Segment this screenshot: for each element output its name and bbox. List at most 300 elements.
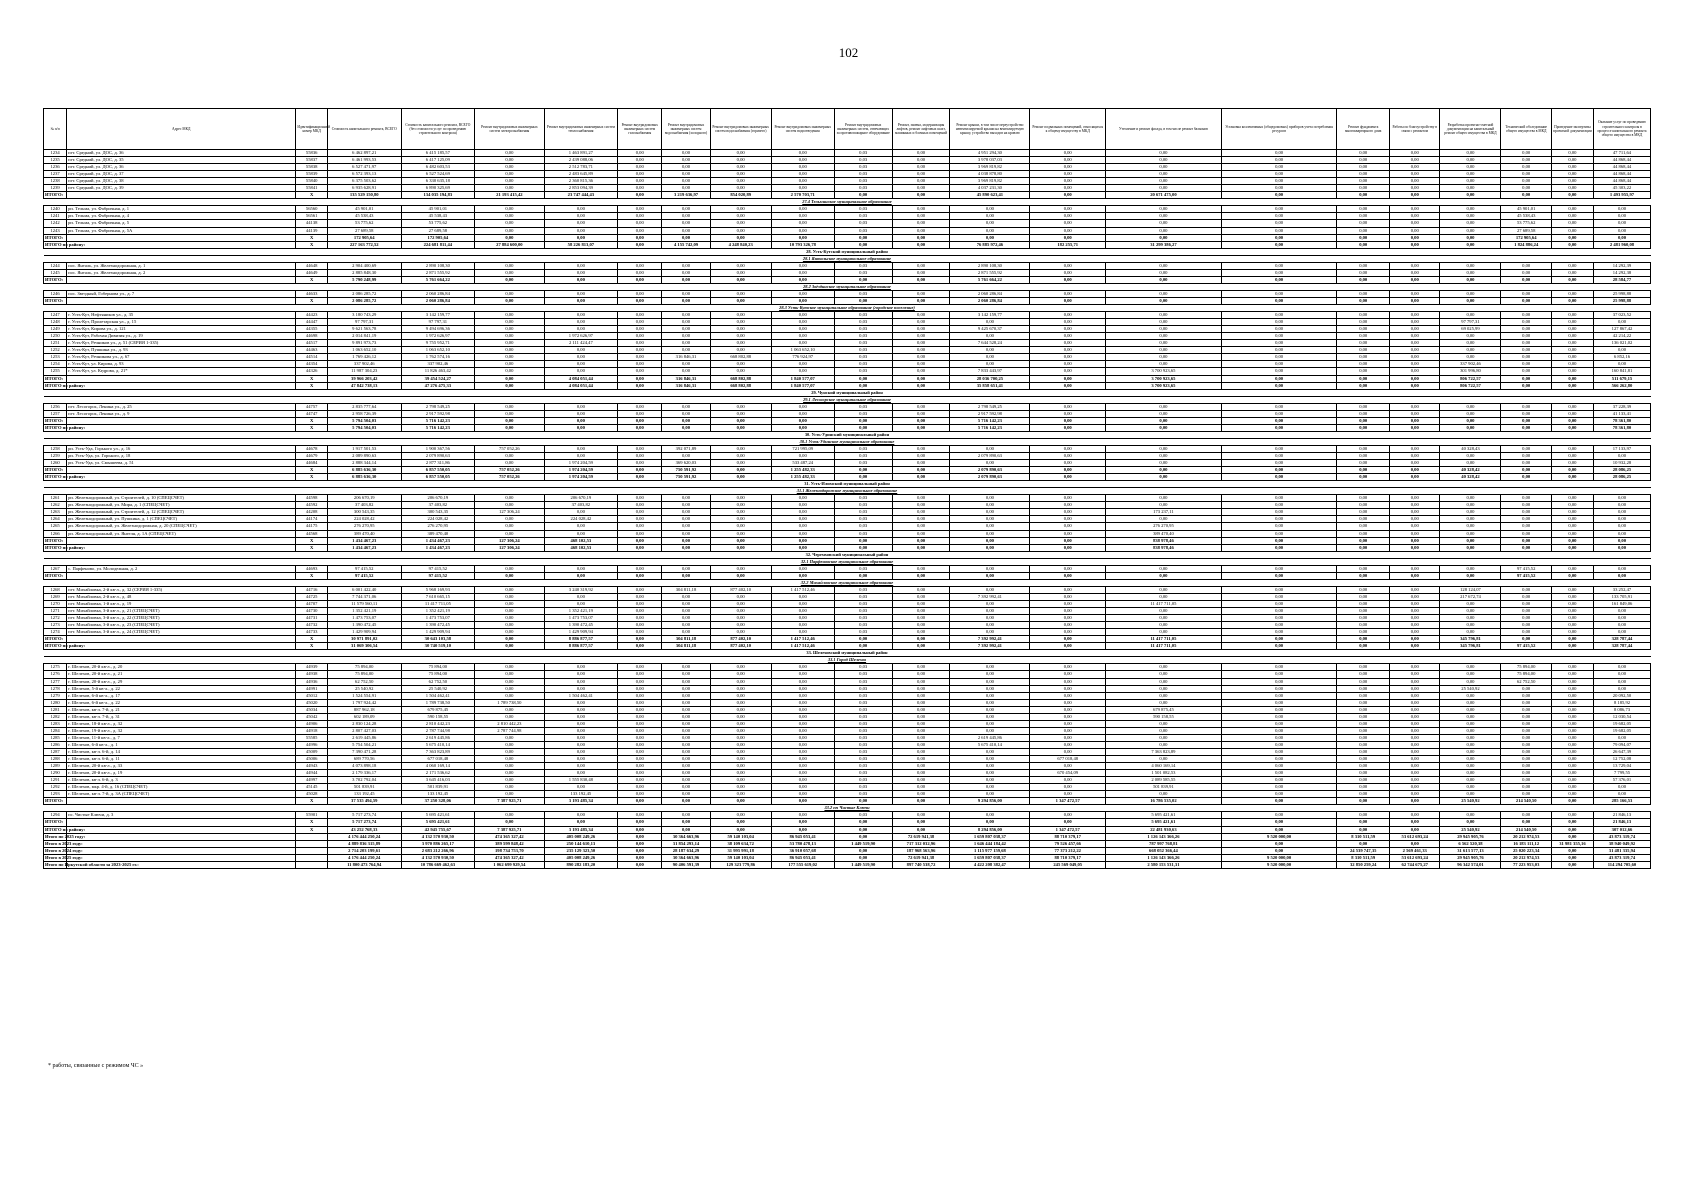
cost-value: 0,00: [710, 509, 771, 516]
cost-value: 0,00: [544, 678, 618, 685]
building-id: 56560: [296, 206, 328, 213]
cost-value: 0,00: [892, 777, 950, 784]
building-address: пгт. Михайловка, 3-й кв-л., д. 23 (СПЕЦСЧЕТ): [67, 622, 296, 629]
cost-value: 10 932,28: [1593, 460, 1650, 467]
cost-value: 0,03: [834, 741, 892, 748]
building-id: 55585: [296, 734, 328, 741]
row-number: 1272: [44, 615, 67, 622]
building-address: рп. Железнодорожный, ул. Мира, д. 1 (СПЕЦСЧЕТ): [67, 502, 296, 509]
building-address: [67, 234, 296, 241]
row-number: 1282: [44, 713, 67, 720]
cost-value: 0,00: [1221, 516, 1337, 523]
building-id: X: [296, 643, 328, 650]
building-address: с. Парфеново, ул. Молодежная, д. 2: [67, 565, 296, 572]
cost-value: 1 504 462,41: [544, 692, 618, 699]
building-id: 44139: [296, 227, 328, 234]
cost-value: 0,00: [1106, 164, 1222, 171]
cost-value: 0,00: [1551, 629, 1593, 636]
cost-value: 1 449 519,90: [834, 861, 892, 868]
cost-value: 0,00: [710, 770, 771, 777]
cost-value: 25 020 223,34: [1501, 847, 1551, 854]
cost-value: 0,00: [1390, 565, 1440, 572]
cost-value: 405 008 249,26: [544, 833, 618, 840]
cost-value: 0,00: [544, 748, 618, 755]
cost-value: 0,00: [710, 467, 771, 474]
cost-value: 0,03: [834, 586, 892, 593]
cost-value: 75 894,00: [327, 664, 401, 671]
cost-value: 0,00: [1221, 382, 1337, 389]
cost-value: 0,00: [1030, 572, 1106, 579]
building-id: 44996: [296, 741, 328, 748]
cost-value: 0,00: [618, 615, 662, 622]
cost-value: 26 647,39: [1593, 748, 1650, 755]
building-address: г. Шелехов, кв-л. 6-й, д. 3: [67, 777, 296, 784]
cost-value: 0,00: [950, 622, 1030, 629]
cost-value: 0,00: [1221, 537, 1337, 544]
cost-value: 8 886 877,57: [544, 636, 618, 643]
cost-value: 0,00: [475, 410, 544, 417]
cost-value: 0,00: [618, 312, 662, 319]
cost-value: 0,00: [1501, 622, 1551, 629]
cost-value: 0,00: [544, 410, 618, 417]
cost-value: 0,00: [1106, 185, 1222, 192]
cost-value: 0,00: [1337, 319, 1390, 326]
cost-value: 0,03: [834, 720, 892, 727]
cost-value: 0,00: [544, 734, 618, 741]
cost-value: 6 857 550,05: [401, 467, 475, 474]
building-id: 44326: [296, 368, 328, 375]
cost-value: 0,00: [834, 537, 892, 544]
section-heading: 31. Усть-Илимский муниципальный район: [44, 481, 1651, 488]
building-id: X: [296, 636, 328, 643]
cost-value: 0,00: [1337, 185, 1390, 192]
cost-value: 389 470,40: [401, 530, 475, 537]
cost-value: 0,00: [1390, 819, 1440, 826]
cost-value: 0,00: [1390, 297, 1440, 304]
cost-value: 0,00: [1337, 234, 1390, 241]
cost-value: 0,00: [1551, 262, 1593, 269]
cost-value: 0,00: [618, 734, 662, 741]
cost-value: 0,00: [1221, 812, 1337, 819]
cost-value: 24 539 747,35: [1337, 847, 1390, 854]
cost-value: 0,00: [1221, 178, 1337, 185]
cost-value: 0,00: [1551, 770, 1593, 777]
cost-value: 501 839,91: [401, 784, 475, 791]
building-address: г. Шелехов, кв-л. 7-й, д. 3А (СПЕЦСЧЕТ): [67, 791, 296, 798]
building-address: г. Шелехов, 5-й кв-л., д. 22: [67, 685, 296, 692]
district-heading-row: [44, 389, 1651, 396]
building-address: [67, 572, 296, 579]
cost-value: 0,00: [771, 276, 834, 283]
building-id: 44649: [296, 269, 328, 276]
row-number: 1250: [44, 333, 67, 340]
cost-value: 0,00: [771, 523, 834, 530]
cost-value: 77 373 212,22: [1030, 847, 1106, 854]
cost-value: 0,00: [1551, 791, 1593, 798]
cost-value: 96 342 574,01: [1440, 861, 1501, 868]
cost-value: 0,00: [475, 417, 544, 424]
cost-value: 0,00: [710, 699, 771, 706]
table-row: [44, 586, 1651, 593]
building-id: [296, 854, 328, 861]
row-number: 1243: [44, 227, 67, 234]
cost-value: 0,00: [1221, 798, 1337, 805]
cost-value: 3 240 319,92: [544, 586, 618, 593]
cost-value: 0,00: [1593, 502, 1650, 509]
cost-value: 0,00: [662, 185, 710, 192]
cost-value: 0,00: [544, 784, 618, 791]
cost-value: 3 142 159,77: [401, 312, 475, 319]
cost-value: 0,00: [618, 664, 662, 671]
cost-value: 0,00: [544, 234, 618, 241]
cost-value: 0,00: [1440, 312, 1501, 319]
cost-value: 328 787,44: [1593, 636, 1650, 643]
cost-value: 0,00: [475, 784, 544, 791]
cost-value: 0,00: [771, 340, 834, 347]
cost-value: 0,00: [1390, 734, 1440, 741]
cost-value: 0,00: [834, 572, 892, 579]
cost-value: 0,00: [1440, 608, 1501, 615]
cost-value: 0,00: [1106, 734, 1222, 741]
cost-value: 0,00: [1221, 297, 1337, 304]
cost-value: 2 619 445,86: [950, 734, 1030, 741]
cost-value: 0,00: [892, 509, 950, 516]
cost-value: 27 689,58: [327, 227, 401, 234]
building-id: 44991: [296, 685, 328, 692]
cost-value: 0,03: [834, 601, 892, 608]
cost-value: 198 734 753,70: [475, 847, 544, 854]
cost-value: 0,00: [662, 819, 710, 826]
column-header: Ремонт внутридомовых инженерных систем водоснабжения (горячего): [710, 109, 771, 150]
cost-value: 0,00: [1390, 368, 1440, 375]
total-label: ИТОГО:: [44, 819, 67, 826]
building-id: 45012: [296, 692, 328, 699]
cost-value: 0,00: [1390, 840, 1440, 847]
cost-value: 1 417 512,46: [771, 643, 834, 650]
cost-value: 0,00: [662, 403, 710, 410]
building-address: г. Усть-Кут, ул. Кирова, д. 93: [67, 361, 296, 368]
total-label: ИТОГО по району:: [45, 643, 85, 649]
cost-value: 42 214,22: [1593, 333, 1650, 340]
cost-value: 36 910 057,68: [771, 847, 834, 854]
cost-value: 0,03: [834, 403, 892, 410]
cost-value: 0,00: [1593, 544, 1650, 551]
district-heading-row: [44, 650, 1651, 657]
row-number: 1240: [44, 206, 67, 213]
cost-value: 0,00: [892, 615, 950, 622]
cost-value: 12 752,08: [1593, 756, 1650, 763]
cost-value: 0,00: [892, 375, 950, 382]
cost-value: 53 780 478,13: [771, 840, 834, 847]
cost-value: 53 612 693,24: [1390, 854, 1440, 861]
cost-value: 0,00: [1337, 636, 1390, 643]
cost-value: 97 415,52: [1501, 572, 1551, 579]
cost-value: 0,00: [618, 150, 662, 157]
cost-value: 0,00: [662, 234, 710, 241]
building-address: [67, 833, 296, 840]
cost-value: 0,00: [1440, 706, 1501, 713]
cost-value: 0,00: [892, 276, 950, 283]
cost-value: 0,00: [710, 565, 771, 572]
cost-value: 0,00: [618, 537, 662, 544]
cost-value: 0,00: [1030, 516, 1106, 523]
total-label: ИТОГО по району:: [45, 382, 85, 388]
cost-value: 0,00: [618, 678, 662, 685]
cost-value: 0,00: [710, 453, 771, 460]
cost-value: 0,00: [892, 756, 950, 763]
cost-value: 0,00: [1593, 234, 1650, 241]
cost-value: 0,03: [834, 784, 892, 791]
cost-value: 0,00: [1593, 572, 1650, 579]
cost-value: 0,00: [771, 593, 834, 600]
building-id: X: [296, 467, 328, 474]
row-number: 1273: [44, 622, 67, 629]
cost-value: 9 294 856,00: [950, 798, 1030, 805]
cost-value: 0,00: [475, 565, 544, 572]
cost-value: 0,00: [1501, 192, 1551, 199]
cost-value: 0,00: [950, 347, 1030, 354]
cost-value: 0,00: [1390, 227, 1440, 234]
cost-value: 0,00: [710, 516, 771, 523]
cost-value: 0,00: [1390, 720, 1440, 727]
cost-value: 854 020,89: [710, 192, 771, 199]
section-heading: 33.1 Город Шелехов: [44, 657, 1651, 664]
building-address: г. Шелехов, 20-й кв-л., д. 19: [67, 770, 296, 777]
cost-value: 1 493 955,97: [1593, 192, 1650, 199]
cost-value: 0,00: [771, 403, 834, 410]
cost-value: 0,00: [544, 756, 618, 763]
cost-value: 97 415,52: [401, 572, 475, 579]
cost-value: 0,00: [662, 692, 710, 699]
cost-value: 0,00: [544, 812, 618, 819]
cost-value: 0,00: [1221, 608, 1337, 615]
cost-value: 0,00: [950, 460, 1030, 467]
cost-value: 2 086 285,72: [327, 290, 401, 297]
cost-value: 0,00: [771, 361, 834, 368]
cost-value: 0,00: [618, 333, 662, 340]
cost-value: 0,00: [1501, 791, 1551, 798]
column-header: Ремонт внутридомовых инженерных систем водоотведения: [771, 109, 834, 150]
cost-value: 757 052,26: [475, 445, 544, 452]
cost-value: 3 700 923,65: [1106, 375, 1222, 382]
cost-value: 5 675 410,14: [401, 741, 475, 748]
grand-total-row: [44, 854, 1651, 861]
cost-value: 0,00: [544, 572, 618, 579]
building-address: пос. Звездный, Гобернова ул., д. 7: [67, 290, 296, 297]
cost-value: 0,00: [892, 312, 950, 319]
cost-value: 0,00: [662, 713, 710, 720]
cost-value: 0,00: [1440, 530, 1501, 537]
cost-value: 0,00: [544, 297, 618, 304]
cost-value: 0,00: [892, 178, 950, 185]
cost-value: 0,00: [1440, 720, 1501, 727]
cost-value: 224 681 811,44: [401, 241, 475, 248]
cost-value: 0,00: [475, 185, 544, 192]
cost-value: 0,00: [771, 262, 834, 269]
cost-value: 0,00: [618, 375, 662, 382]
cost-value: 0,00: [475, 206, 544, 213]
row-number: 1264: [44, 516, 67, 523]
cost-value: 0,03: [834, 445, 892, 452]
cost-value: 0,00: [710, 164, 771, 171]
cost-value: 0,00: [710, 326, 771, 333]
cost-value: 0,00: [1501, 720, 1551, 727]
section-heading: 31.1 Железнодорожное муниципальное образование: [44, 488, 1651, 495]
cost-value: 0,00: [618, 791, 662, 798]
cost-value: 0,00: [710, 403, 771, 410]
grand-total-row: [44, 833, 1651, 840]
cost-value: 0,00: [1337, 453, 1390, 460]
cost-value: 0,00: [1551, 763, 1593, 770]
cost-value: 0,00: [710, 798, 771, 805]
cost-value: 0,00: [544, 727, 618, 734]
building-address: пгт. Михайловка, 1-й кв-л., д. 19: [67, 601, 296, 608]
cost-value: 31 981 355,16: [1551, 840, 1593, 847]
cost-value: 0,00: [1440, 410, 1501, 417]
cost-value: 0,00: [1030, 326, 1106, 333]
cost-value: 4 084 051,44: [544, 382, 618, 389]
row-number: 1277: [44, 678, 67, 685]
cost-value: 0,00: [710, 826, 771, 833]
cost-value: 0,00: [771, 671, 834, 678]
cost-value: 0,00: [1390, 727, 1440, 734]
cost-value: 0,00: [618, 748, 662, 755]
cost-value: 0,00: [1390, 812, 1440, 819]
cost-value: 0,00: [1440, 784, 1501, 791]
cost-value: 11 417 711,05: [1106, 643, 1222, 650]
cost-value: 0,00: [662, 453, 710, 460]
cost-value: 0,00: [1551, 467, 1593, 474]
cost-value: 0,00: [1501, 713, 1551, 720]
cost-value: 0,00: [618, 213, 662, 220]
cost-value: 7 799,55: [1593, 770, 1650, 777]
cost-value: 0,00: [1221, 629, 1337, 636]
cost-value: 0,00: [1221, 720, 1337, 727]
cost-value: 5 968 169,93: [401, 586, 475, 593]
cost-value: 0,00: [1106, 269, 1222, 276]
cost-value: 0,00: [1390, 262, 1440, 269]
cost-value: 0,00: [1337, 734, 1390, 741]
table-row: [44, 410, 1651, 417]
cost-value: 0,00: [834, 474, 892, 481]
cost-value: 0,00: [710, 678, 771, 685]
cost-value: 0,00: [1501, 474, 1551, 481]
cost-value: 1 434 467,23: [401, 537, 475, 544]
cost-value: 0,00: [1337, 812, 1390, 819]
subtotal-row: [44, 819, 1651, 826]
cost-value: 0,00: [475, 685, 544, 692]
cost-value: 0,00: [618, 720, 662, 727]
cost-value: 0,00: [1030, 164, 1106, 171]
cost-value: 0,00: [834, 234, 892, 241]
cost-value: 245 569 049,05: [1030, 861, 1106, 868]
table-row: [44, 150, 1651, 157]
cost-value: 42 945 755,67: [401, 826, 475, 833]
cost-value: 2 569 461,33: [1390, 847, 1440, 854]
cost-value: 0,00: [1501, 770, 1551, 777]
cost-value: 0,00: [1501, 354, 1551, 361]
building-address: рп. Тельма, ул. Фабричная, д. 1: [67, 206, 296, 213]
row-number: 1258: [44, 445, 67, 452]
cost-value: 0,00: [892, 685, 950, 692]
cost-value: 474 365 327,42: [475, 833, 544, 840]
cost-value: 25 540,92: [327, 685, 401, 692]
cost-value: 0,00: [475, 269, 544, 276]
cost-value: 0,00: [950, 523, 1030, 530]
cost-value: 0,00: [1390, 234, 1440, 241]
cost-value: 0,00: [618, 241, 662, 248]
cost-value: 224 028,42: [327, 516, 401, 523]
cost-value: 0,00: [1501, 368, 1551, 375]
building-id: 44731: [296, 615, 328, 622]
cost-value: 0,00: [475, 608, 544, 615]
cost-value: 0,03: [834, 713, 892, 720]
row-number: 1280: [44, 699, 67, 706]
cost-value: 0,00: [1551, 403, 1593, 410]
cost-value: 0,03: [834, 213, 892, 220]
building-id: 44648: [296, 262, 328, 269]
cost-value: 44 868,44: [1593, 178, 1650, 185]
cost-value: 0,00: [1593, 530, 1650, 537]
cost-value: 45 538,43: [401, 213, 475, 220]
table-row: [44, 171, 1651, 178]
cost-value: 0,00: [1106, 445, 1222, 452]
column-header: Оказание услуг по проведению строительного контроля в процессе капитального ремонта общего имущества в МКД: [1593, 109, 1650, 150]
cost-value: 0,00: [710, 410, 771, 417]
cost-value: 0,00: [1551, 692, 1593, 699]
cost-value: 0,00: [1440, 727, 1501, 734]
cost-value: 0,00: [892, 368, 950, 375]
cost-value: 27 884 600,00: [475, 241, 544, 248]
cost-value: 1 390 472,45: [327, 622, 401, 629]
cost-value: 0,03: [834, 502, 892, 509]
cost-value: 0,00: [1337, 164, 1390, 171]
subtotal-row: [44, 417, 1651, 424]
cost-value: 0,00: [771, 157, 834, 164]
cost-value: 670 454,09: [1030, 770, 1106, 777]
cost-value: 0,00: [1337, 241, 1390, 248]
cost-value: 9 755 952,71: [401, 340, 475, 347]
cost-value: 0,00: [771, 544, 834, 551]
cost-value: 0,00: [1390, 354, 1440, 361]
building-address: [67, 636, 296, 643]
cost-value: 9 621 563,78: [327, 326, 401, 333]
cost-value: 0,00: [1390, 467, 1440, 474]
cost-value: 0,00: [618, 770, 662, 777]
cost-value: 0,00: [1030, 467, 1106, 474]
municipality-heading-row: [44, 438, 1651, 445]
cost-value: 0,03: [834, 629, 892, 636]
cost-value: 0,00: [618, 227, 662, 234]
cost-value: 0,00: [1390, 763, 1440, 770]
cost-value: 0,00: [475, 290, 544, 297]
cost-value: 0,00: [1440, 741, 1501, 748]
cost-value: 0,00: [1390, 347, 1440, 354]
cost-value: 0,00: [950, 720, 1030, 727]
cost-value: 1 974 204,59: [544, 460, 618, 467]
cost-value: 0,00: [892, 791, 950, 798]
building-id: 44716: [296, 586, 328, 593]
cost-value: 0,00: [950, 671, 1030, 678]
cost-value: 0,00: [1337, 819, 1390, 826]
cost-value: 0,00: [1390, 671, 1440, 678]
cost-value: 0,00: [1593, 615, 1650, 622]
cost-value: 0,00: [1337, 791, 1390, 798]
building-address: пгт. Средний, ул. ДОС, д. 37: [67, 171, 296, 178]
cost-value: 0,00: [662, 171, 710, 178]
cost-value: 0,03: [834, 671, 892, 678]
table-row: [44, 509, 1651, 516]
